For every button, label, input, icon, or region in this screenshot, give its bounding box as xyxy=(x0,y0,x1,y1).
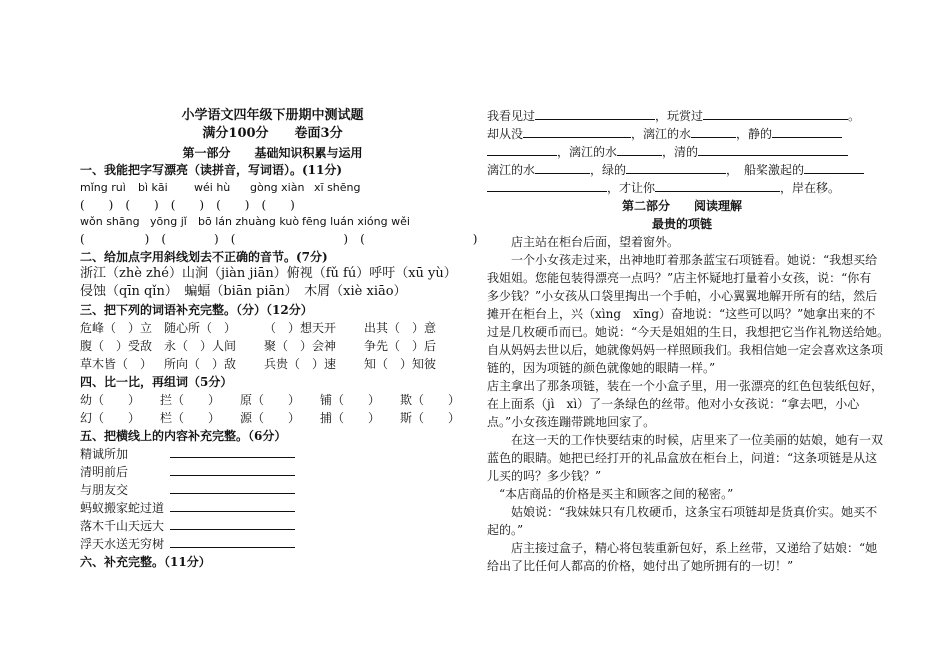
q2-line1: 浙江（zhè zhé）山涧（jiàn jiān）俯视（fǔ fú）呼吁（xū yù） xyxy=(80,266,457,281)
story-line: 一个小女孩走过来，出神地盯着那条蓝宝石项链看。她说：“我想买给 xyxy=(487,253,878,267)
q1-heading: 一、我能把字写漂亮（读拼音，写词语）。(11分) xyxy=(80,163,343,177)
idiom-blank[interactable]: 所向（ ）敌 xyxy=(164,357,237,371)
q5-item xyxy=(80,464,295,480)
fill-text: ，静的 xyxy=(736,127,773,141)
idiom-blank[interactable]: 腹（ ）受敌 xyxy=(80,339,153,353)
fill-text: ，漓江的水 xyxy=(631,127,692,141)
q5-prompt: 落木千山天远大 xyxy=(80,519,165,533)
q5-prompt: 清明前后 xyxy=(80,465,129,479)
story-line: “本店商品的价格是买主和顾客之间的秘密。” xyxy=(487,487,734,501)
fill-text: 。 xyxy=(848,109,861,123)
q5-prompt: 与朋友交 xyxy=(80,483,129,497)
q5-prompt: 浮天水送无穷树 xyxy=(80,537,165,551)
idiom-blank[interactable]: 随心所（ ） xyxy=(164,321,237,335)
fill-text: ，玩赏过 xyxy=(655,109,704,123)
fill-text: 我看见过 xyxy=(487,109,536,123)
q3-row xyxy=(80,356,436,372)
story-line: 儿买的吗？多少钱？” xyxy=(487,469,602,483)
q3-heading: 三、把下列的词语补充完整。（分）（12分） xyxy=(80,303,313,317)
q5-item xyxy=(80,482,295,498)
answer-line[interactable] xyxy=(655,180,780,192)
story-line: 在这一天的工作快要结束的时候，店里来了一位美丽的姑娘，她有一双 xyxy=(487,433,884,447)
story-line: 自从妈妈去世以后，她就像妈妈一样照顾我们。我相信她一定会喜欢这条项 xyxy=(487,343,884,357)
answer-line[interactable] xyxy=(698,144,848,156)
pinyin: wǒn shāng xyxy=(80,215,140,228)
story-title: 最贵的项链 xyxy=(651,217,712,231)
pinyin: bō lán zhuàng kuò xyxy=(198,215,300,228)
idiom-blank[interactable]: 危峰（ ）立 xyxy=(80,321,153,335)
story-line: 店主拿出了那条项链，装在一个小盒子里，用一张漂亮的红色包装纸包好， xyxy=(487,379,884,393)
idiom-blank[interactable]: 聚（ ）会神 xyxy=(264,339,337,353)
story-line: 在上面系（jì xì）了一条绿色的丝带。他对小女孩说：“拿去吧，小心 xyxy=(487,397,860,411)
fill-text: ， 船桨激起的 xyxy=(726,163,805,177)
q4-heading: 四、比一比，再组词（5分） xyxy=(80,375,233,389)
story-line: 蓝色的眼睛。她把已经打开的礼品盒放在柜台上，问道：“这条项链是从这 xyxy=(487,451,878,465)
idiom-blank[interactable]: （ ）想天开 xyxy=(264,321,337,335)
answer-line[interactable] xyxy=(523,126,631,138)
answer-line[interactable] xyxy=(170,464,295,476)
idiom-blank[interactable]: 草木皆（ ） xyxy=(80,357,153,371)
word-blank[interactable]: 斯（ ） xyxy=(400,411,461,425)
q3-row xyxy=(80,338,436,354)
story-line: 店主站在柜台后面，望着窗外。 xyxy=(487,235,680,249)
pinyin: yōng jǐ xyxy=(150,215,187,228)
q1-answer-brackets-1[interactable]: ( ) ( ) ( ) ( ) ( ) xyxy=(80,198,295,212)
answer-line[interactable] xyxy=(170,482,295,494)
word-blank[interactable]: 栏（ ） xyxy=(160,411,221,425)
fill-text: 漓江的水 xyxy=(487,163,536,177)
story-line: 多少钱？”小女孩从口袋里掏出一个手帕，小心翼翼地解开所有的结，然后 xyxy=(487,289,878,303)
fill-text: 却从没 xyxy=(487,127,524,141)
q5-prompt: 精诚所加 xyxy=(80,447,129,461)
answer-line[interactable] xyxy=(535,162,590,174)
q5-item xyxy=(80,446,295,462)
pinyin: fēng luán xióng wěi xyxy=(302,215,410,228)
idiom-blank[interactable]: 兵贵（ ）速 xyxy=(264,357,337,371)
idiom-blank[interactable]: 争先（ ）后 xyxy=(364,339,437,353)
answer-line[interactable] xyxy=(617,144,662,156)
word-blank[interactable]: 欺（ ） xyxy=(400,393,461,407)
q5-heading: 五、把横线上的内容补充完整。（6分） xyxy=(80,429,287,443)
idiom-blank[interactable]: 知（ ）知彼 xyxy=(364,357,437,371)
q4-row xyxy=(80,392,460,408)
pinyin: gòng xiàn xyxy=(250,181,305,194)
fill-line-3 xyxy=(487,144,848,160)
word-blank[interactable]: 拦（ ） xyxy=(160,393,221,407)
pinyin: bì kāi xyxy=(138,181,168,194)
answer-line[interactable] xyxy=(170,446,295,458)
q3-row xyxy=(80,320,436,336)
part2-heading: 第二部分 阅读理解 xyxy=(621,199,742,213)
pinyin: mǐng ruì xyxy=(80,181,126,194)
word-blank[interactable]: 捕（ ） xyxy=(320,411,381,425)
q5-prompt: 蚂蚁搬家蛇过道 xyxy=(80,501,165,515)
idiom-blank[interactable]: 出其（ ）意 xyxy=(364,321,437,335)
fill-line-1 xyxy=(487,108,860,124)
pinyin: wéi hù xyxy=(194,181,231,194)
q5-item xyxy=(80,518,295,534)
word-blank[interactable]: 幼（ ） xyxy=(80,393,141,407)
fill-text: ，岸在移。 xyxy=(780,181,841,195)
answer-line[interactable] xyxy=(535,108,655,120)
q5-item xyxy=(80,500,295,516)
story-line: 点。”小女孩连蹦带跳地回家了。 xyxy=(487,415,656,429)
fill-text: ，绿的 xyxy=(590,163,627,177)
answer-line[interactable] xyxy=(691,126,736,138)
word-blank[interactable]: 原（ ） xyxy=(240,393,301,407)
q6-heading: 六、补充完整。（11分） xyxy=(80,555,211,569)
q1-pinyin-row1 xyxy=(80,180,361,196)
answer-line[interactable] xyxy=(170,536,295,548)
score-line: 满分100分 卷面3分 xyxy=(202,126,343,141)
word-blank[interactable]: 幻（ ） xyxy=(80,411,141,425)
q4-row xyxy=(80,410,460,426)
story-line: 姑娘说：“我妹妹只有几枚硬币，这条宝石项链却是货真价实。她买不 xyxy=(487,505,878,519)
word-blank[interactable]: 源（ ） xyxy=(240,411,301,425)
story-line: 链的，因为项链的颜色就像她的眼睛一样。” xyxy=(487,361,716,375)
q1-answer-brackets-2[interactable]: ( ) ( ) ( ) ( ) xyxy=(80,232,478,246)
q5-item xyxy=(80,536,295,552)
exam-title: 小学语文四年级下册期中测试题 xyxy=(181,108,364,123)
fill-line-2 xyxy=(487,126,842,142)
answer-line[interactable] xyxy=(626,162,726,174)
answer-line[interactable] xyxy=(170,500,295,512)
answer-line[interactable] xyxy=(703,108,848,120)
fill-line-5 xyxy=(487,180,840,196)
story-line: 我姐姐。您能包装得漂亮一点吗？”店主怀疑地打量着小女孩，说：“你有 xyxy=(487,271,872,285)
fill-text: ，清的 xyxy=(662,145,699,159)
story-line: 店主接过盒子，精心将包装重新包好，系上丝带，又递给了姑娘：“她 xyxy=(487,541,878,555)
word-blank[interactable]: 铺（ ） xyxy=(320,393,381,407)
idiom-blank[interactable]: 永（ ）人间 xyxy=(164,339,237,353)
pinyin: xī shēng xyxy=(314,181,361,194)
answer-line[interactable] xyxy=(170,518,295,530)
answer-line[interactable] xyxy=(487,144,557,156)
answer-line[interactable] xyxy=(804,162,864,174)
q2-heading: 二、给加点字用斜线划去不正确的音节。(7分) xyxy=(80,250,328,264)
story-line: 起的。” xyxy=(487,523,524,537)
fill-text: ，才让你 xyxy=(607,181,656,195)
part1-heading: 第一部分 基础知识积累与运用 xyxy=(182,146,363,160)
answer-line[interactable] xyxy=(487,180,607,192)
fill-line-4 xyxy=(487,162,864,178)
story-line: 给出了比任何人都高的价格，她付出了她所拥有的一切！” xyxy=(487,559,794,573)
fill-text: ，漓江的水 xyxy=(557,145,618,159)
q2-line2: 侵蚀（qīn qǐn） 蝙蝠（biān piān） 木屑（xiè xiāo） xyxy=(80,284,407,299)
story-line: 摊开在柜台上，兴（xìng xīng）奋地说：“这些可以吗？”她拿出来的不 xyxy=(487,307,876,321)
answer-line[interactable] xyxy=(772,126,842,138)
q1-pinyin-row2 xyxy=(80,214,410,230)
story-line: 过是几枚硬币而已。她说：“今天是姐姐的生日，我想把它当作礼物送给她。 xyxy=(487,325,890,339)
